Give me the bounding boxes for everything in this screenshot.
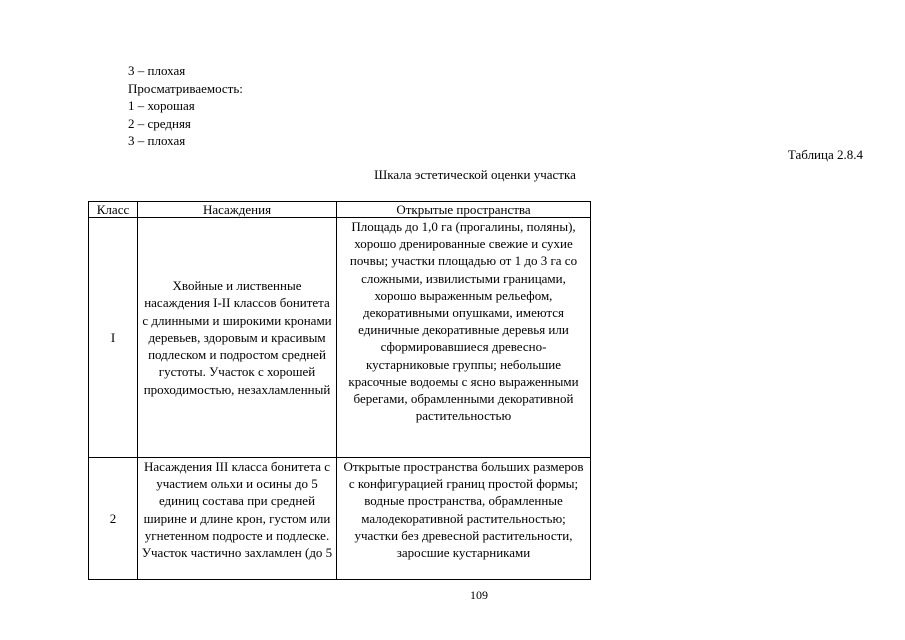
- table-number: Таблица 2.8.4: [787, 147, 863, 162]
- cell-open-spaces: Открытые пространства больших размеров с конфигурацией границ простой формы; водные пространства, обрамленные малодекоративной растительностью; участки без древесной растительности, заросшие кустарниками: [337, 458, 591, 580]
- cell-open-spaces: Площадь до 1,0 га (прогалины, поляны), хорошо дренированные свежие и сухие почвы; участки площадью от 1 до 3 га со сложными, извилистыми границами, хорошо выраженным рельефом, декоративными опушками, имеются единичные декоративные деревья или сформировавшиеся древесно-кустарниковые группы; небольшие красочные водоемы с ясно выраженными берегами, обрамленными декоративной растительностью: [337, 218, 591, 458]
- intro-line: 1 – хорошая: [128, 98, 195, 113]
- cell-forest: Хвойные и лиственные насаждения I-II классов бонитета с длинными и широкими кронами деревьев, здоровым и красивым подлеском и подростом средней густоты. Участок с хорошей проходимостью, незахламленный: [138, 218, 337, 458]
- cell-forest: Насаждения III класса бонитета с участием ольхи и осины до 5 единиц состава при средней ширине и длине крон, густом или угнетенном подросте и подлеске. Участок частично захламлен (до 5: [138, 458, 337, 580]
- cell-class: I: [89, 218, 138, 458]
- table-header-row: [89, 202, 591, 218]
- aesthetic-scale-table: [88, 201, 591, 580]
- table-row: [89, 458, 591, 580]
- intro-line: Просматриваемость:: [128, 80, 243, 96]
- intro-text: [128, 62, 243, 150]
- table-row: [89, 218, 591, 458]
- header-forest: Насаждения: [138, 202, 337, 218]
- intro-line: 2 – средняя: [128, 115, 191, 131]
- page-number: 109: [470, 588, 488, 602]
- intro-line: 3 – плохая: [128, 133, 186, 148]
- intro-line: 3 – плохая: [128, 63, 186, 78]
- header-class: Класс: [89, 202, 138, 218]
- header-open-spaces: Открытые пространства: [337, 202, 591, 218]
- table-title: Шкала эстетической оценки участка: [374, 167, 576, 182]
- cell-class: 2: [89, 458, 138, 580]
